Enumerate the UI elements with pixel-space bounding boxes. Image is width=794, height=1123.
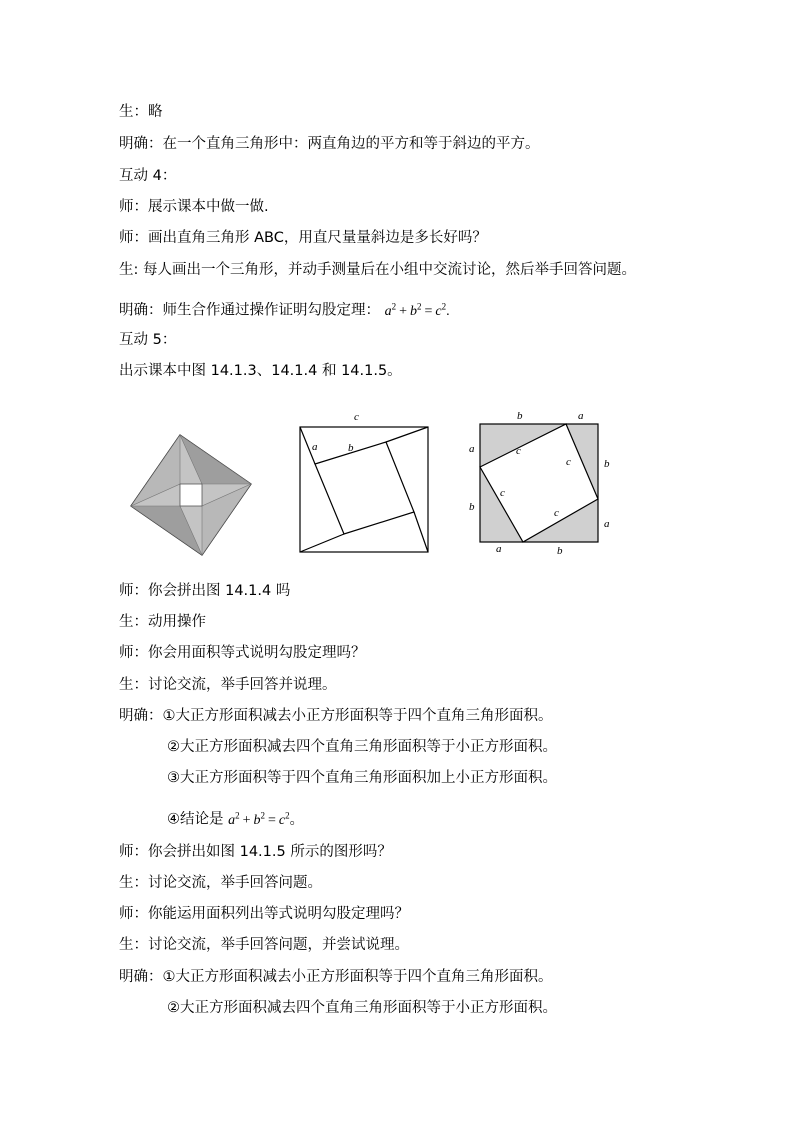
fig3-label-right-b: b: [604, 458, 610, 470]
fig3-label-c-2: c: [566, 456, 571, 468]
line-14: 明确：①大正方形面积减去小正方形面积等于四个直角三角形面积。: [119, 708, 553, 724]
line-19: 生：讨论交流，举手回答问题。: [119, 875, 322, 891]
line-7-with-formula: [119, 296, 450, 322]
line-7-text: 明确：师生合作通过操作证明勾股定理：: [119, 302, 380, 319]
line-16: ③大正方形面积等于四个直角三角形面积加上小正方形面积。: [167, 770, 557, 786]
fig3-label-bottom-a: a: [496, 543, 502, 555]
line-9: 出示课本中图 14.1.3、14.1.4 和 14.1.5。: [119, 363, 402, 379]
line-12: 师：你会用面积等式说明勾股定理吗？: [119, 645, 366, 661]
line-8: 互动 5：: [119, 332, 177, 348]
line-17-with-formula: [167, 805, 304, 831]
fig3-label-c-4: c: [554, 507, 559, 519]
line-6: 生: 每人画出一个三角形，并动手测量后在小组中交流讨论，然后举手回答问题。: [119, 262, 636, 278]
line-17-text: ④结论是: [167, 811, 224, 828]
line-11: 生：动用操作: [119, 614, 206, 630]
line-23: ②大正方形面积减去四个直角三角形面积等于小正方形面积。: [167, 1000, 557, 1016]
line-22: 明确：①大正方形面积减去小正方形面积等于四个直角三角形面积。: [119, 969, 553, 985]
figure-14-1-5: [462, 408, 618, 560]
figure-14-1-3: [128, 432, 254, 558]
line-3: 互动 4：: [119, 168, 177, 184]
fig2-outer-square: [300, 427, 428, 552]
fig3-label-c-3: c: [500, 487, 505, 499]
fig3-label-left-b: b: [469, 501, 475, 513]
conclusion-formula: $a^2 + b^2 = c^2$。: [228, 810, 304, 828]
pythagoras-formula: $a^2 + b^2 = c^2$.: [384, 301, 450, 319]
fig2-label-c: c: [354, 411, 359, 423]
line-1: 生：略: [119, 104, 163, 120]
line-2: 明确：在一个直角三角形中：两直角边的平方和等于斜边的平方。: [119, 136, 540, 152]
fig1-inner-square: [180, 484, 202, 506]
fig3-label-bottom-b: b: [557, 545, 563, 557]
line-13: 生：讨论交流，举手回答并说理。: [119, 677, 337, 693]
figure-14-1-4: [296, 410, 436, 556]
fig3-label-top-a: a: [578, 410, 584, 422]
fig3-label-left-a: a: [469, 443, 475, 455]
fig3-label-right-a: a: [604, 518, 610, 530]
line-21: 生：讨论交流，举手回答问题，并尝试说理。: [119, 937, 409, 953]
fig3-label-top-b: b: [517, 410, 523, 422]
fig2-label-b: b: [348, 442, 354, 454]
line-20: 师：你能运用面积列出等式说明勾股定理吗？: [119, 906, 409, 922]
fig2-label-a: a: [312, 441, 318, 453]
line-15: ②大正方形面积减去四个直角三角形面积等于小正方形面积。: [167, 739, 557, 755]
line-10: 师：你会拼出图 14.1.4 吗: [119, 583, 291, 599]
line-5: 师：画出直角三角形 ABC，用直尺量量斜边是多长好吗？: [119, 230, 487, 246]
line-4: 师：展示课本中做一做.: [119, 199, 269, 215]
line-18: 师：你会拼出如图 14.1.5 所示的图形吗？: [119, 844, 392, 860]
fig3-label-c-1: c: [516, 445, 521, 457]
